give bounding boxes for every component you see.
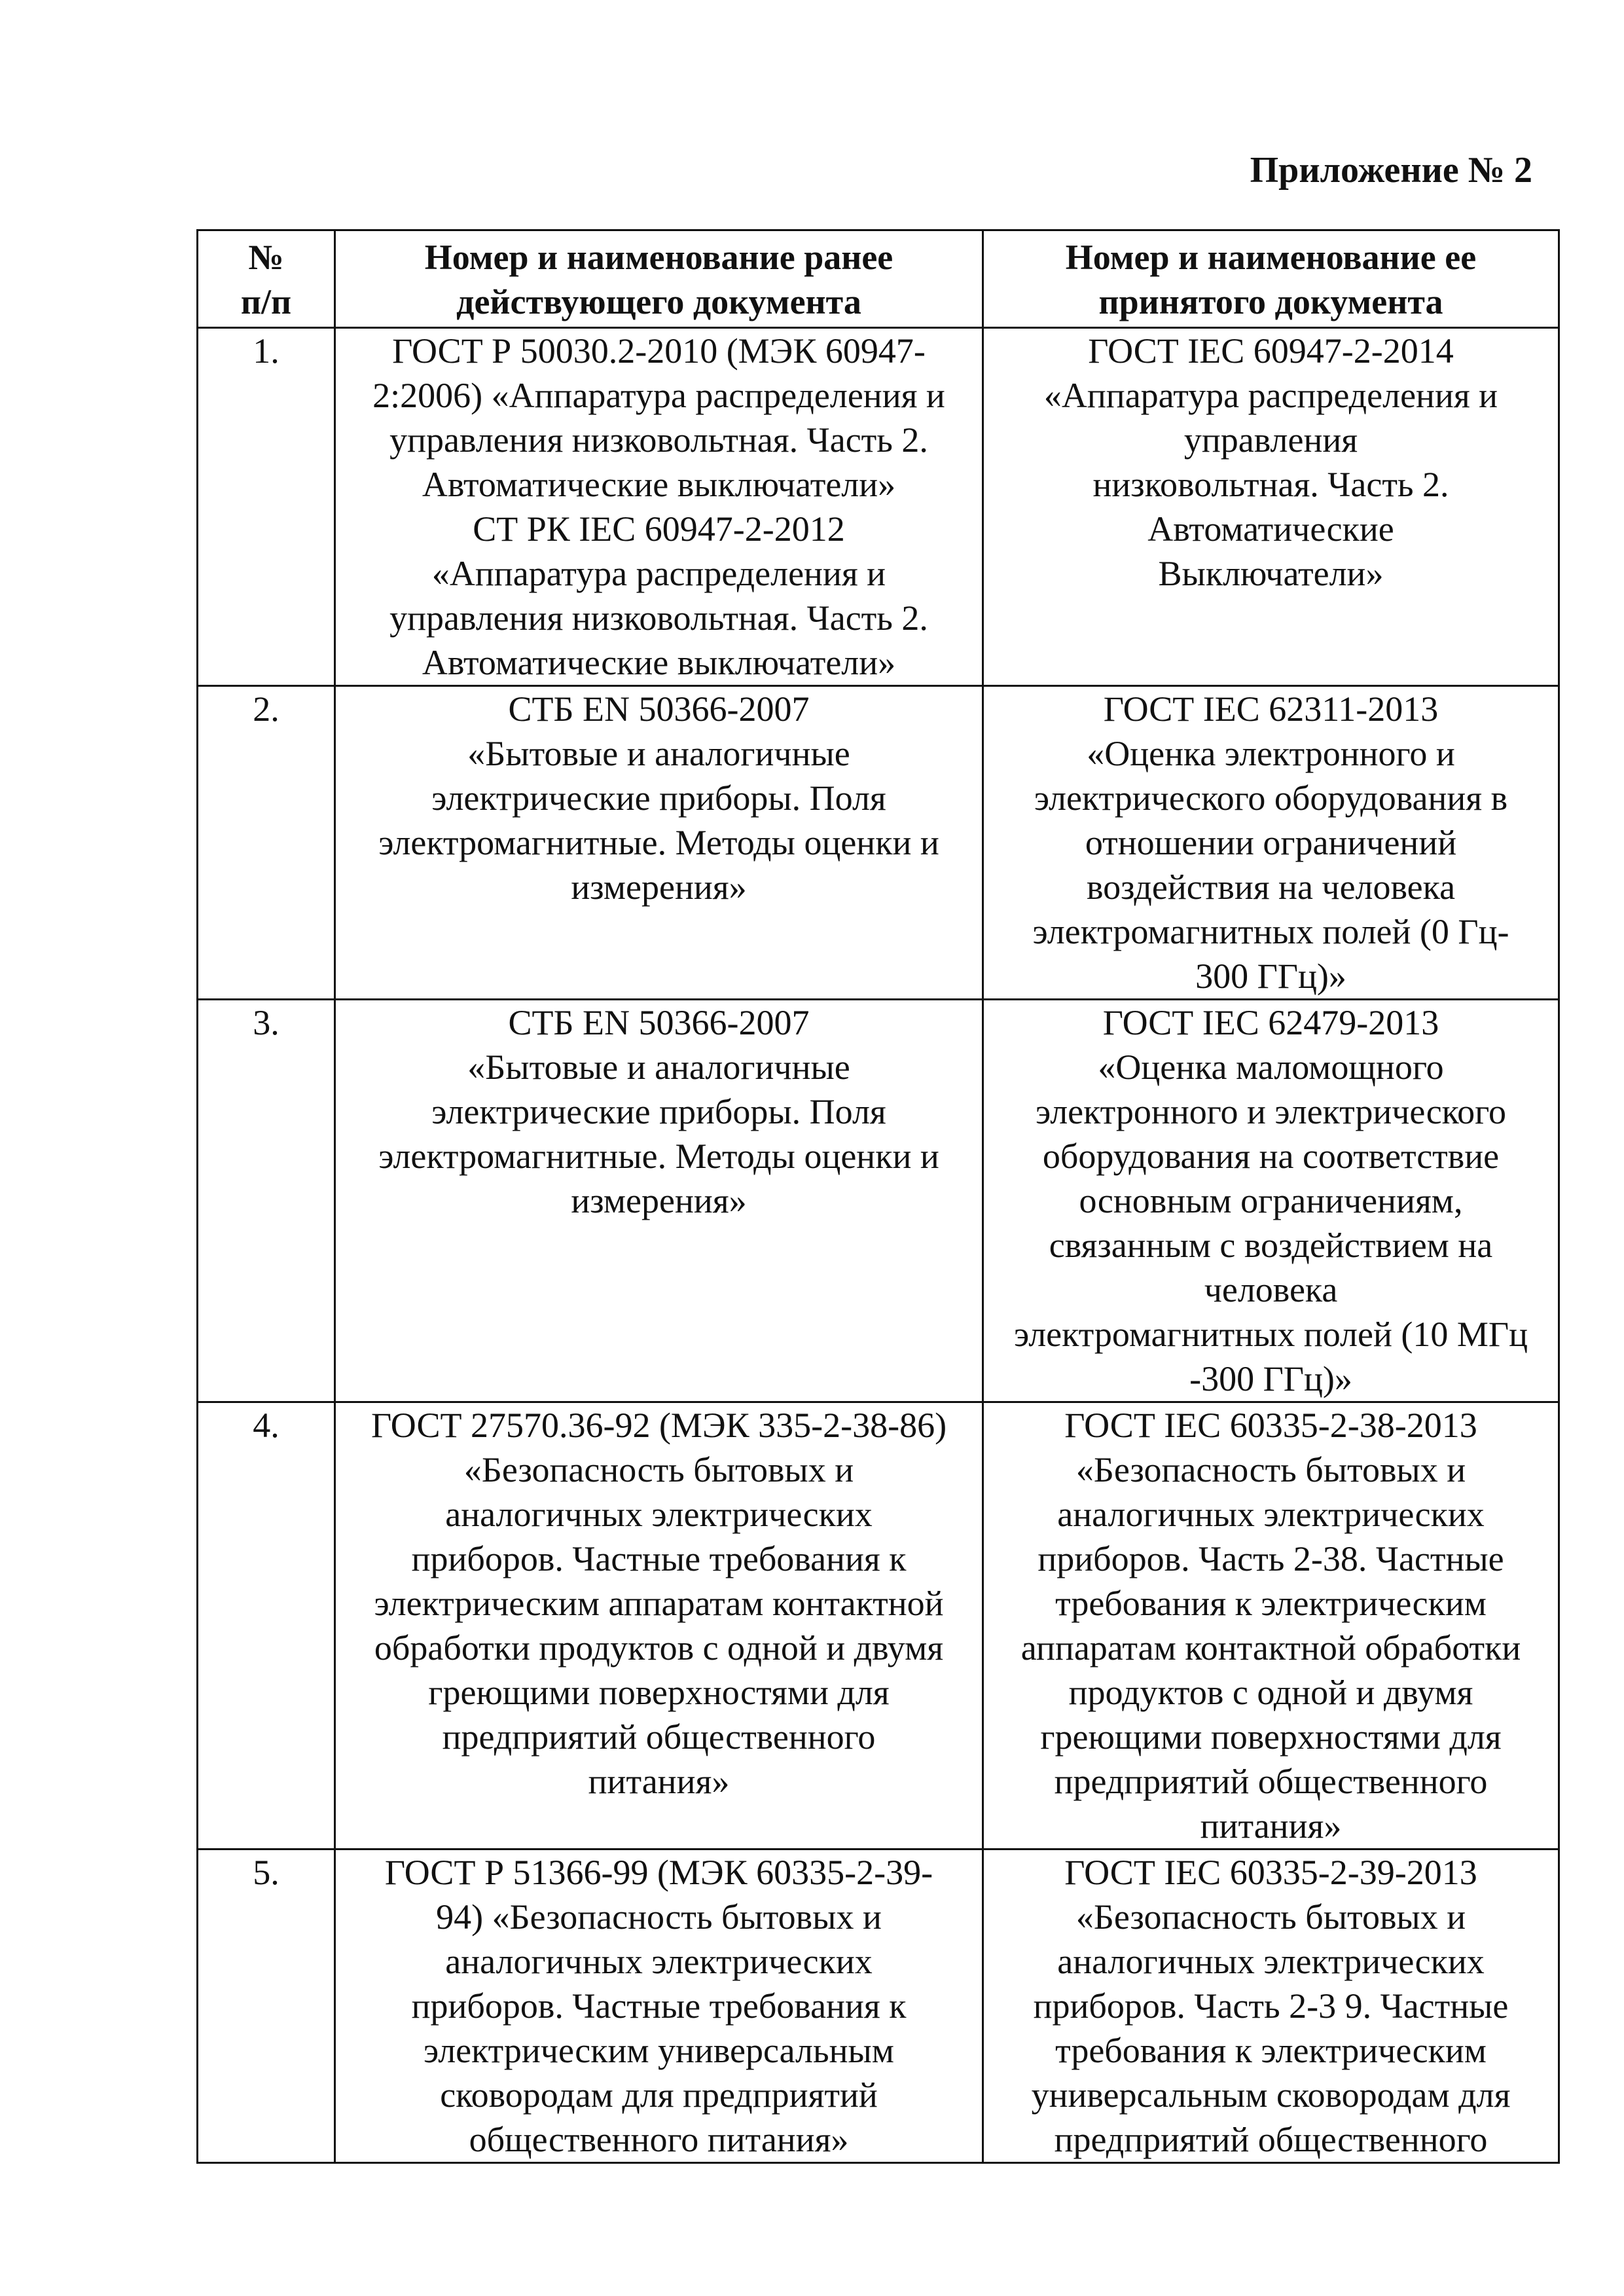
row-number: 4.: [198, 1402, 335, 1850]
table-row: [198, 1402, 1559, 1850]
header-number: № п/п: [198, 230, 335, 328]
previous-document-cell: ГОСТ 27570.36-92 (МЭК 335-2-38-86) «Безопасность бытовых и аналогичных электрических приборов. Частные требования к электрическим аппаратам контактной обработки продуктов с одной и двумя греющими поверхностями для предприятий общественного питания»: [335, 1402, 983, 1850]
previous-document-cell: ГОСТ Р 51366-99 (МЭК 60335-2-39- 94) «Безопасность бытовых и аналогичных электрических приборов. Частные требования к электрическим универсальным сковородам для предприятий общественного питания»: [335, 1850, 983, 2163]
table-row: [198, 686, 1559, 1000]
adopted-document-cell: ГОСТ IEC 62311-2013 «Оценка электронного и электрического оборудования в отношении ограничений воздействия на человека электромагнитных полей (0 Гц- 300 ГГц)»: [983, 686, 1559, 1000]
header-previous-document: Номер и наименование ранее действующего документа: [335, 230, 983, 328]
previous-document-cell: СТБ EN 50366-2007 «Бытовые и аналогичные электрические приборы. Поля электромагнитные. Методы оценки и измерения»: [335, 1000, 983, 1402]
header-adopted-document: Номер и наименование ее принятого документа: [983, 230, 1559, 328]
table-row: [198, 1850, 1559, 2163]
row-number: 3.: [198, 1000, 335, 1402]
table-row: [198, 1000, 1559, 1402]
previous-document-cell: ГОСТ Р 50030.2-2010 (МЭК 60947- 2:2006) «Аппаратура распределения и управления низковольтная. Часть 2. Автоматические выключатели» СТ РК IEC 60947-2-2012 «Аппаратура распределения и управления низковольтная. Часть 2. Автоматические выключатели»: [335, 328, 983, 686]
row-number: 5.: [198, 1850, 335, 2163]
row-number: 2.: [198, 686, 335, 1000]
appendix-title: Приложение № 2: [1250, 150, 1532, 191]
adopted-document-cell: ГОСТ IEC 60335-2-38-2013 «Безопасность бытовых и аналогичных электрических приборов. Часть 2-38. Частные требования к электрическим аппаратам контактной обработки продуктов с одной и двумя греющими поверхностями для предприятий общественного питания»: [983, 1402, 1559, 1850]
adopted-document-cell: ГОСТ IEC 60947-2-2014 «Аппаратура распределения и управления низковольтная. Часть 2. Автоматические Выключатели»: [983, 328, 1559, 686]
table-row: [198, 328, 1559, 686]
adopted-document-cell: ГОСТ IEC 60335-2-39-2013 «Безопасность бытовых и аналогичных электрических приборов. Часть 2-3 9. Частные требования к электрическим универсальным сковородам для предприятий общественного: [983, 1850, 1559, 2163]
row-number: 1.: [198, 328, 335, 686]
adopted-document-cell: ГОСТ IEC 62479-2013 «Оценка маломощного электронного и электрического оборудования на соответствие основным ограничениям, связанным с воздействием на человека электромагнитных полей (10 МГц -300 ГГц)»: [983, 1000, 1559, 1402]
standards-table: [196, 229, 1560, 2164]
table-header-row: [198, 230, 1559, 328]
previous-document-cell: СТБ EN 50366-2007 «Бытовые и аналогичные электрические приборы. Поля электромагнитные. Методы оценки и измерения»: [335, 686, 983, 1000]
